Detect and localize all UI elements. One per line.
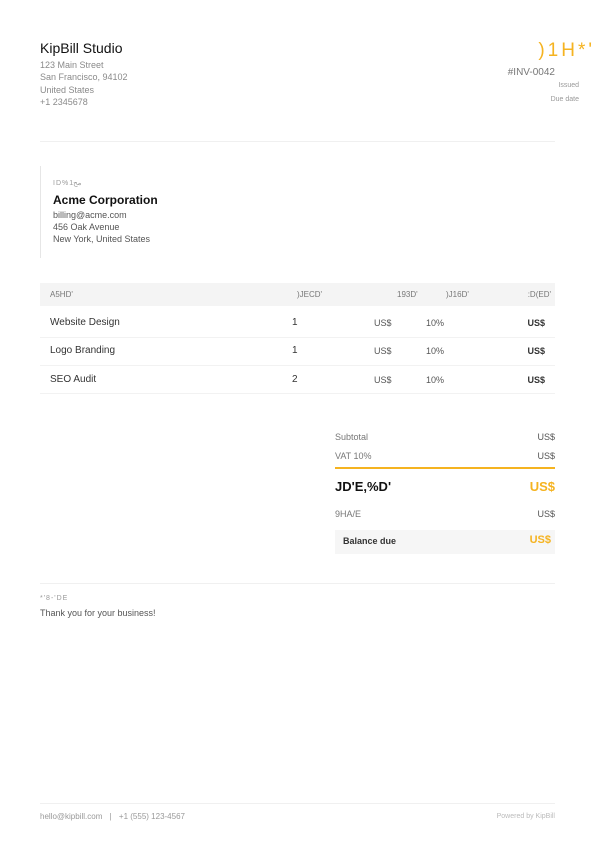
row-1-amount: US$ [527,318,545,328]
row-2-tax: 10% [426,346,445,356]
notes-text: Thank you for your business! [40,608,156,618]
bill-to-street: 456 Oak Avenue [53,222,120,232]
row-3-qty: 2 [292,374,298,385]
row-2-amount: US$ [527,346,545,356]
notes-divider [40,583,555,584]
row-separator [40,365,555,366]
invoice-meta-due: Due date [550,96,579,103]
invoice-number: #INV-0042 [507,67,555,78]
row-3-amount: US$ [527,375,545,385]
balance-due-label: Balance due [343,536,397,546]
th-item: A5HD' [50,290,73,299]
footer-phone[interactable]: +1 (555) 123-4567 [118,812,185,821]
row-2-price: US$ [374,346,392,356]
company-address-line2: San Francisco, 94102 [40,72,128,82]
balance-due-value: US$ [529,534,551,546]
footer-contact [40,812,185,821]
row-separator [40,337,555,338]
notes-label: *'8-'DE [40,595,69,602]
row-1-item: Website Design [50,317,120,328]
vat-label: VAT 10% [335,451,372,461]
company-country: United States [40,85,95,95]
invoice-title: )1H*' [538,40,595,61]
th-qty: )JECD' [297,290,323,299]
row-2-item: Logo Branding [50,345,116,356]
bill-to-name: Acme Corporation [53,193,158,207]
footer-divider [40,803,555,804]
total-value: US$ [529,479,555,494]
bill-to-email: billing@acme.com [53,210,127,220]
invoice-meta-issued: Issued [558,82,579,89]
paid-label: 9HA/E [335,509,362,519]
vat-value: US$ [537,451,555,461]
th-amount: :D(ED' [527,290,551,299]
total-accent-line [335,467,555,469]
bill-to-city: New York, United States [53,234,151,244]
footer-powered-by: Powered by KipBill [496,813,555,820]
subtotal-value: US$ [537,432,555,442]
row-1-tax: 10% [426,318,445,328]
row-2-qty: 1 [292,345,298,356]
total-label: JD'E,%D' [335,479,392,494]
footer-email[interactable]: hello@kipbill.com [40,812,103,821]
th-price: 193D' [397,290,418,299]
subtotal-label: Subtotal [335,432,369,442]
footer-separator: | [109,812,112,821]
bill-to-label: ID%مح1 [53,180,82,187]
row-3-price: US$ [374,375,392,385]
company-name: KipBill Studio [40,40,123,56]
th-tax: )J16D' [446,290,469,299]
row-1-qty: 1 [292,317,298,328]
company-address-line1: 123 Main Street [40,60,104,70]
row-3-tax: 10% [426,375,445,385]
paid-value: US$ [537,509,555,519]
row-3-item: SEO Audit [50,374,97,385]
header-divider [40,141,555,142]
company-phone: +1 2345678 [40,97,88,107]
row-separator [40,393,555,394]
row-1-price: US$ [374,318,392,328]
